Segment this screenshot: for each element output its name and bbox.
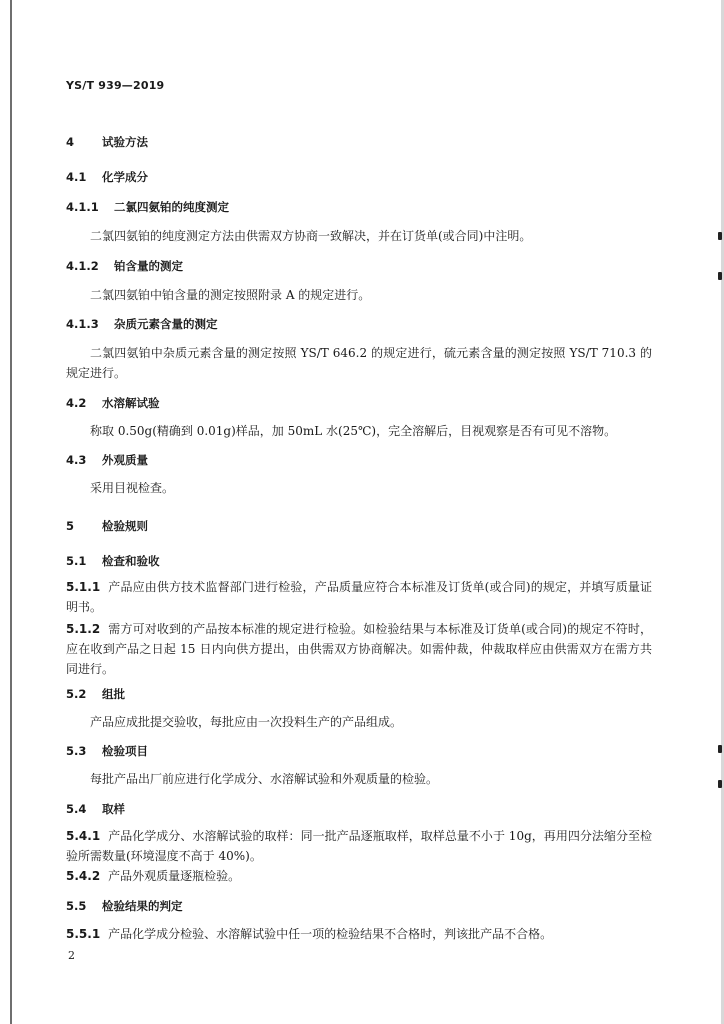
section-number: 5.2 xyxy=(66,687,87,701)
section-heading xyxy=(66,452,148,468)
section-title: 外观质量 xyxy=(102,453,148,467)
section-heading xyxy=(66,686,125,702)
scan-mark xyxy=(718,272,722,280)
section-title: 取样 xyxy=(102,802,125,816)
paragraph: 产品应成批提交验收，每批应由一次投料生产的产品组成。 xyxy=(90,715,403,729)
section-number: 4.1 xyxy=(66,170,87,184)
numbered-paragraph xyxy=(66,924,652,944)
paragraph-number: 5.5.1 xyxy=(66,927,101,941)
section-heading xyxy=(66,801,125,817)
page-binding-edge xyxy=(10,0,12,1024)
section-heading xyxy=(66,169,148,185)
paragraph-text: 产品化学成分检验、水溶解试验中任一项的检验结果不合格时，判该批产品不合格。 xyxy=(108,927,553,941)
section-number: 5.3 xyxy=(66,744,87,758)
section-number: 5.5 xyxy=(66,899,87,913)
section-number: 5 xyxy=(66,519,75,533)
section-title: 水溶解试验 xyxy=(102,396,160,410)
paragraph-number: 5.4.2 xyxy=(66,869,101,883)
section-number: 4.1.2 xyxy=(66,259,99,273)
section-heading xyxy=(66,199,229,215)
paragraph: 二氯四氨铂中杂质元素含量的测定按照 YS/T 646.2 的规定进行，硫元素含量的测定按照 YS/T 710.3 的规定进行。 xyxy=(66,346,652,380)
numbered-paragraph xyxy=(66,577,652,617)
page-number: 2 xyxy=(68,949,75,962)
section-heading xyxy=(66,316,218,332)
numbered-paragraph xyxy=(66,866,652,886)
paragraph: 每批产品出厂前应进行化学成分、水溶解试验和外观质量的检验。 xyxy=(90,772,439,786)
section-heading xyxy=(66,134,148,150)
scan-mark xyxy=(718,232,722,240)
section-number: 4 xyxy=(66,135,75,149)
paragraph-text: 需方可对收到的产品按本标准的规定进行检验。如检验结果与本标准及订货单(或合同)的规定不符时，应在收到产品之日起 15 日内向供方提出，由供需双方协商解决。如需仲裁，仲裁取样应由供需双方在需方共同进行。 xyxy=(66,622,652,676)
paragraph: 二氯四氨铂的纯度测定方法由供需双方协商一致解决，并在订货单(或合同)中注明。 xyxy=(90,229,532,243)
section-title: 检验项目 xyxy=(102,744,148,758)
paragraph-number: 5.1.1 xyxy=(66,580,101,594)
paragraph-text: 产品应由供方技术监督部门进行检验，产品质量应符合本标准及订货单(或合同)的规定，并填写质量证明书。 xyxy=(66,580,652,614)
section-heading xyxy=(66,518,148,534)
standard-code: YS/T 939—2019 xyxy=(66,79,165,92)
section-title: 组批 xyxy=(102,687,125,701)
section-number: 4.1.3 xyxy=(66,317,99,331)
section-title: 检验规则 xyxy=(102,519,148,533)
paragraph-number: 5.1.2 xyxy=(66,622,101,636)
paragraph-text: 产品外观质量逐瓶检验。 xyxy=(108,869,241,883)
paragraph: 称取 0.50g(精确到 0.01g)样品，加 50mL 水(25℃)，完全溶解后，目视观察是否有可见不溶物。 xyxy=(90,424,617,438)
section-title: 检查和验收 xyxy=(102,554,160,568)
paragraph: 二氯四氨铂中铂含量的测定按照附录 A 的规定进行。 xyxy=(90,288,371,302)
section-heading xyxy=(66,898,183,914)
section-number: 4.1.1 xyxy=(66,200,99,214)
section-heading xyxy=(66,395,160,411)
section-title: 化学成分 xyxy=(102,170,148,184)
section-title: 试验方法 xyxy=(102,135,148,149)
paragraph-text: 产品化学成分、水溶解试验的取样：同一批产品逐瓶取样，取样总量不小于 10g，再用四分法缩分至检验所需数量(环境湿度不高于 40%)。 xyxy=(66,829,652,863)
numbered-paragraph xyxy=(66,619,652,679)
section-title: 二氯四氨铂的纯度测定 xyxy=(114,200,229,214)
section-number: 5.4 xyxy=(66,802,87,816)
section-title: 铂含量的测定 xyxy=(114,259,183,273)
section-number: 5.1 xyxy=(66,554,87,568)
section-number: 4.3 xyxy=(66,453,87,467)
paragraph-number: 5.4.1 xyxy=(66,829,101,843)
section-heading xyxy=(66,743,148,759)
numbered-paragraph xyxy=(66,826,652,866)
section-number: 4.2 xyxy=(66,396,87,410)
section-heading xyxy=(66,553,160,569)
scan-mark xyxy=(718,745,722,753)
paragraph: 采用目视检查。 xyxy=(90,481,175,495)
section-heading xyxy=(66,258,183,274)
section-title: 检验结果的判定 xyxy=(102,899,183,913)
scan-mark xyxy=(718,780,722,788)
section-title: 杂质元素含量的测定 xyxy=(114,317,218,331)
